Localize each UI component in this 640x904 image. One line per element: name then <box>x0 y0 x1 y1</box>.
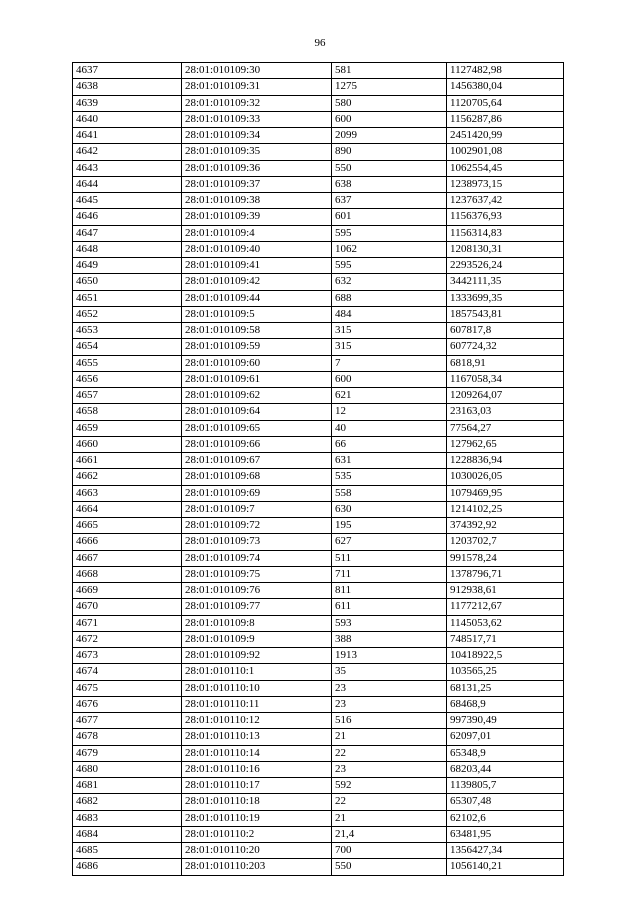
table-row <box>73 810 564 826</box>
table-row <box>73 453 564 469</box>
cadastral-value-cell: 68131,25 <box>447 680 564 696</box>
cadastral-number-cell: 28:01:010110:17 <box>182 778 332 794</box>
page-number: 96 <box>314 37 326 49</box>
cadastral-value-cell: 607724,32 <box>447 339 564 355</box>
table-row <box>73 778 564 794</box>
cadastral-value-cell: 23163,03 <box>447 404 564 420</box>
cadastral-value-cell: 1127482,98 <box>447 63 564 79</box>
table-row <box>73 420 564 436</box>
row-number-cell: 4663 <box>73 485 182 501</box>
area-cell: 600 <box>332 111 447 127</box>
cadastral-value-cell: 77564,27 <box>447 420 564 436</box>
area-cell: 595 <box>332 258 447 274</box>
cadastral-number-cell: 28:01:010110:14 <box>182 745 332 761</box>
cadastral-value-cell: 1030026,05 <box>447 469 564 485</box>
table-row <box>73 404 564 420</box>
row-number-cell: 4674 <box>73 664 182 680</box>
area-cell: 22 <box>332 794 447 810</box>
area-cell: 1062 <box>332 241 447 257</box>
row-number-cell: 4646 <box>73 209 182 225</box>
cadastral-number-cell: 28:01:010110:13 <box>182 729 332 745</box>
row-number-cell: 4657 <box>73 388 182 404</box>
row-number-cell: 4648 <box>73 241 182 257</box>
cadastral-value-cell: 65348,9 <box>447 745 564 761</box>
row-number-cell: 4658 <box>73 404 182 420</box>
cadastral-value-cell: 3442111,35 <box>447 274 564 290</box>
cadastral-number-cell: 28:01:010110:203 <box>182 859 332 875</box>
cadastral-number-cell: 28:01:010109:44 <box>182 290 332 306</box>
area-cell: 611 <box>332 599 447 615</box>
area-cell: 2099 <box>332 128 447 144</box>
table-row <box>73 859 564 875</box>
table-row <box>73 469 564 485</box>
cadastral-value-cell: 1228836,94 <box>447 453 564 469</box>
cadastral-number-cell: 28:01:010109:5 <box>182 306 332 322</box>
cadastral-number-cell: 28:01:010109:66 <box>182 436 332 452</box>
area-cell: 315 <box>332 339 447 355</box>
area-cell: 23 <box>332 761 447 777</box>
cadastral-value-cell: 1857543,81 <box>447 306 564 322</box>
area-cell: 21 <box>332 729 447 745</box>
row-number-cell: 4670 <box>73 599 182 615</box>
row-number-cell: 4685 <box>73 843 182 859</box>
table-row <box>73 436 564 452</box>
row-number-cell: 4676 <box>73 696 182 712</box>
table-row <box>73 794 564 810</box>
cadastral-value-cell: 2451420,99 <box>447 128 564 144</box>
table-row <box>73 615 564 631</box>
area-cell: 580 <box>332 95 447 111</box>
table-row <box>73 225 564 241</box>
area-cell: 700 <box>332 843 447 859</box>
row-number-cell: 4671 <box>73 615 182 631</box>
area-cell: 631 <box>332 453 447 469</box>
row-number-cell: 4680 <box>73 761 182 777</box>
cadastral-value-cell: 1145053,62 <box>447 615 564 631</box>
table-row <box>73 518 564 534</box>
row-number-cell: 4666 <box>73 534 182 550</box>
table-row <box>73 550 564 566</box>
cadastral-value-cell: 65307,48 <box>447 794 564 810</box>
cadastral-number-cell: 28:01:010110:16 <box>182 761 332 777</box>
area-cell: 12 <box>332 404 447 420</box>
cadastral-number-cell: 28:01:010109:40 <box>182 241 332 257</box>
cadastral-value-cell: 1203702,7 <box>447 534 564 550</box>
cadastral-number-cell: 28:01:010110:1 <box>182 664 332 680</box>
table-row <box>73 664 564 680</box>
area-cell: 593 <box>332 615 447 631</box>
area-cell: 388 <box>332 631 447 647</box>
cadastral-value-cell: 63481,95 <box>447 826 564 842</box>
cadastral-value-cell: 103565,25 <box>447 664 564 680</box>
area-cell: 550 <box>332 859 447 875</box>
cadastral-number-cell: 28:01:010109:74 <box>182 550 332 566</box>
cadastral-value-cell: 1208130,31 <box>447 241 564 257</box>
table-row <box>73 290 564 306</box>
cadastral-number-cell: 28:01:010109:65 <box>182 420 332 436</box>
table-row <box>73 599 564 615</box>
table-row <box>73 843 564 859</box>
area-cell: 595 <box>332 225 447 241</box>
cadastral-value-cell: 10418922,5 <box>447 648 564 664</box>
area-cell: 516 <box>332 713 447 729</box>
row-number-cell: 4637 <box>73 63 182 79</box>
table-row <box>73 566 564 582</box>
area-cell: 23 <box>332 696 447 712</box>
cadastral-number-cell: 28:01:010109:68 <box>182 469 332 485</box>
cadastral-number-cell: 28:01:010109:39 <box>182 209 332 225</box>
cadastral-value-cell: 607817,8 <box>447 323 564 339</box>
area-cell: 592 <box>332 778 447 794</box>
cadastral-value-cell: 1209264,07 <box>447 388 564 404</box>
row-number-cell: 4661 <box>73 453 182 469</box>
cadastral-number-cell: 28:01:010109:59 <box>182 339 332 355</box>
row-number-cell: 4640 <box>73 111 182 127</box>
cadastral-value-cell: 127962,65 <box>447 436 564 452</box>
cadastral-number-cell: 28:01:010109:73 <box>182 534 332 550</box>
area-cell: 21 <box>332 810 447 826</box>
cadastral-value-cell: 1139805,7 <box>447 778 564 794</box>
cadastral-number-cell: 28:01:010110:11 <box>182 696 332 712</box>
area-cell: 21,4 <box>332 826 447 842</box>
row-number-cell: 4681 <box>73 778 182 794</box>
cadastral-value-cell: 1167058,34 <box>447 371 564 387</box>
cadastral-value-cell: 62102,6 <box>447 810 564 826</box>
cadastral-number-cell: 28:01:010109:60 <box>182 355 332 371</box>
cadastral-number-cell: 28:01:010109:4 <box>182 225 332 241</box>
cadastral-number-cell: 28:01:010109:34 <box>182 128 332 144</box>
cadastral-value-cell: 1002901,08 <box>447 144 564 160</box>
cadastral-value-cell: 1120705,64 <box>447 95 564 111</box>
table-row <box>73 241 564 257</box>
row-number-cell: 4653 <box>73 323 182 339</box>
cadastral-value-cell: 1062554,45 <box>447 160 564 176</box>
cadastral-number-cell: 28:01:010110:19 <box>182 810 332 826</box>
area-cell: 811 <box>332 583 447 599</box>
cadastral-number-cell: 28:01:010109:77 <box>182 599 332 615</box>
cadastral-number-cell: 28:01:010109:30 <box>182 63 332 79</box>
cadastral-number-cell: 28:01:010110:12 <box>182 713 332 729</box>
table-row <box>73 696 564 712</box>
table-row <box>73 160 564 176</box>
table-row <box>73 95 564 111</box>
cadastral-number-cell: 28:01:010110:20 <box>182 843 332 859</box>
area-cell: 581 <box>332 63 447 79</box>
area-cell: 890 <box>332 144 447 160</box>
cadastral-value-cell: 6818,91 <box>447 355 564 371</box>
row-number-cell: 4643 <box>73 160 182 176</box>
row-number-cell: 4672 <box>73 631 182 647</box>
row-number-cell: 4642 <box>73 144 182 160</box>
cadastral-number-cell: 28:01:010109:58 <box>182 323 332 339</box>
table-row <box>73 111 564 127</box>
row-number-cell: 4638 <box>73 79 182 95</box>
cadastral-value-table <box>72 62 564 876</box>
cadastral-number-cell: 28:01:010109:7 <box>182 501 332 517</box>
table-row <box>73 761 564 777</box>
row-number-cell: 4656 <box>73 371 182 387</box>
row-number-cell: 4644 <box>73 176 182 192</box>
table-row <box>73 63 564 79</box>
row-number-cell: 4686 <box>73 859 182 875</box>
table-row <box>73 713 564 729</box>
cadastral-value-cell: 374392,92 <box>447 518 564 534</box>
cadastral-value-cell: 68203,44 <box>447 761 564 777</box>
area-cell: 621 <box>332 388 447 404</box>
table-row <box>73 388 564 404</box>
cadastral-number-cell: 28:01:010109:9 <box>182 631 332 647</box>
cadastral-number-cell: 28:01:010109:92 <box>182 648 332 664</box>
table-row <box>73 176 564 192</box>
cadastral-number-cell: 28:01:010109:35 <box>182 144 332 160</box>
cadastral-value-cell: 1056140,21 <box>447 859 564 875</box>
cadastral-number-cell: 28:01:010109:32 <box>182 95 332 111</box>
cadastral-number-cell: 28:01:010109:69 <box>182 485 332 501</box>
cadastral-number-cell: 28:01:010109:36 <box>182 160 332 176</box>
cadastral-number-cell: 28:01:010109:31 <box>182 79 332 95</box>
area-cell: 711 <box>332 566 447 582</box>
table-row <box>73 745 564 761</box>
table-row <box>73 355 564 371</box>
cadastral-number-cell: 28:01:010109:64 <box>182 404 332 420</box>
cadastral-number-cell: 28:01:010109:42 <box>182 274 332 290</box>
area-cell: 35 <box>332 664 447 680</box>
table-row <box>73 144 564 160</box>
area-cell: 627 <box>332 534 447 550</box>
cadastral-value-cell: 1079469,95 <box>447 485 564 501</box>
cadastral-value-cell: 1238973,15 <box>447 176 564 192</box>
area-cell: 66 <box>332 436 447 452</box>
row-number-cell: 4652 <box>73 306 182 322</box>
cadastral-value-cell: 1156314,83 <box>447 225 564 241</box>
cadastral-value-cell: 1333699,35 <box>447 290 564 306</box>
table-body <box>73 63 564 876</box>
cadastral-number-cell: 28:01:010109:38 <box>182 193 332 209</box>
cadastral-number-cell: 28:01:010110:18 <box>182 794 332 810</box>
table-row <box>73 729 564 745</box>
cadastral-value-cell: 1177212,67 <box>447 599 564 615</box>
table-row <box>73 193 564 209</box>
area-cell: 195 <box>332 518 447 534</box>
area-cell: 630 <box>332 501 447 517</box>
area-cell: 632 <box>332 274 447 290</box>
table-row <box>73 339 564 355</box>
cadastral-number-cell: 28:01:010109:67 <box>182 453 332 469</box>
table-row <box>73 306 564 322</box>
cadastral-number-cell: 28:01:010110:2 <box>182 826 332 842</box>
row-number-cell: 4662 <box>73 469 182 485</box>
cadastral-value-cell: 62097,01 <box>447 729 564 745</box>
cadastral-value-cell: 1156376,93 <box>447 209 564 225</box>
table-row <box>73 501 564 517</box>
row-number-cell: 4655 <box>73 355 182 371</box>
row-number-cell: 4649 <box>73 258 182 274</box>
cadastral-number-cell: 28:01:010110:10 <box>182 680 332 696</box>
row-number-cell: 4639 <box>73 95 182 111</box>
cadastral-number-cell: 28:01:010109:33 <box>182 111 332 127</box>
row-number-cell: 4682 <box>73 794 182 810</box>
cadastral-number-cell: 28:01:010109:75 <box>182 566 332 582</box>
cadastral-value-cell: 1214102,25 <box>447 501 564 517</box>
table-row <box>73 209 564 225</box>
table-row <box>73 534 564 550</box>
table-row <box>73 258 564 274</box>
row-number-cell: 4683 <box>73 810 182 826</box>
cadastral-number-cell: 28:01:010109:61 <box>182 371 332 387</box>
area-cell: 1275 <box>332 79 447 95</box>
table-row <box>73 323 564 339</box>
row-number-cell: 4684 <box>73 826 182 842</box>
table-row <box>73 371 564 387</box>
row-number-cell: 4678 <box>73 729 182 745</box>
area-cell: 637 <box>332 193 447 209</box>
cadastral-value-cell: 68468,9 <box>447 696 564 712</box>
area-cell: 600 <box>332 371 447 387</box>
row-number-cell: 4651 <box>73 290 182 306</box>
cadastral-value-cell: 1156287,86 <box>447 111 564 127</box>
area-cell: 7 <box>332 355 447 371</box>
area-cell: 315 <box>332 323 447 339</box>
cadastral-value-cell: 748517,71 <box>447 631 564 647</box>
area-cell: 638 <box>332 176 447 192</box>
row-number-cell: 4650 <box>73 274 182 290</box>
area-cell: 558 <box>332 485 447 501</box>
table-row <box>73 128 564 144</box>
area-cell: 601 <box>332 209 447 225</box>
cadastral-value-cell: 2293526,24 <box>447 258 564 274</box>
cadastral-value-cell: 997390,49 <box>447 713 564 729</box>
cadastral-value-cell: 991578,24 <box>447 550 564 566</box>
area-cell: 1913 <box>332 648 447 664</box>
cadastral-number-cell: 28:01:010109:41 <box>182 258 332 274</box>
row-number-cell: 4659 <box>73 420 182 436</box>
row-number-cell: 4668 <box>73 566 182 582</box>
row-number-cell: 4660 <box>73 436 182 452</box>
table-row <box>73 648 564 664</box>
table-row <box>73 274 564 290</box>
cadastral-value-cell: 912938,61 <box>447 583 564 599</box>
area-cell: 22 <box>332 745 447 761</box>
cadastral-number-cell: 28:01:010109:8 <box>182 615 332 631</box>
row-number-cell: 4641 <box>73 128 182 144</box>
row-number-cell: 4677 <box>73 713 182 729</box>
table-row <box>73 79 564 95</box>
row-number-cell: 4654 <box>73 339 182 355</box>
area-cell: 40 <box>332 420 447 436</box>
area-cell: 535 <box>332 469 447 485</box>
table-row <box>73 826 564 842</box>
area-cell: 23 <box>332 680 447 696</box>
area-cell: 550 <box>332 160 447 176</box>
row-number-cell: 4675 <box>73 680 182 696</box>
cadastral-value-cell: 1456380,04 <box>447 79 564 95</box>
row-number-cell: 4647 <box>73 225 182 241</box>
row-number-cell: 4667 <box>73 550 182 566</box>
table-row <box>73 680 564 696</box>
row-number-cell: 4664 <box>73 501 182 517</box>
cadastral-number-cell: 28:01:010109:76 <box>182 583 332 599</box>
cadastral-value-cell: 1378796,71 <box>447 566 564 582</box>
cadastral-value-cell: 1356427,34 <box>447 843 564 859</box>
cadastral-value-cell: 1237637,42 <box>447 193 564 209</box>
cadastral-number-cell: 28:01:010109:72 <box>182 518 332 534</box>
table-row <box>73 583 564 599</box>
table-row <box>73 485 564 501</box>
row-number-cell: 4645 <box>73 193 182 209</box>
table-row <box>73 631 564 647</box>
row-number-cell: 4665 <box>73 518 182 534</box>
row-number-cell: 4673 <box>73 648 182 664</box>
area-cell: 484 <box>332 306 447 322</box>
cadastral-number-cell: 28:01:010109:62 <box>182 388 332 404</box>
area-cell: 511 <box>332 550 447 566</box>
row-number-cell: 4669 <box>73 583 182 599</box>
cadastral-number-cell: 28:01:010109:37 <box>182 176 332 192</box>
area-cell: 688 <box>332 290 447 306</box>
row-number-cell: 4679 <box>73 745 182 761</box>
